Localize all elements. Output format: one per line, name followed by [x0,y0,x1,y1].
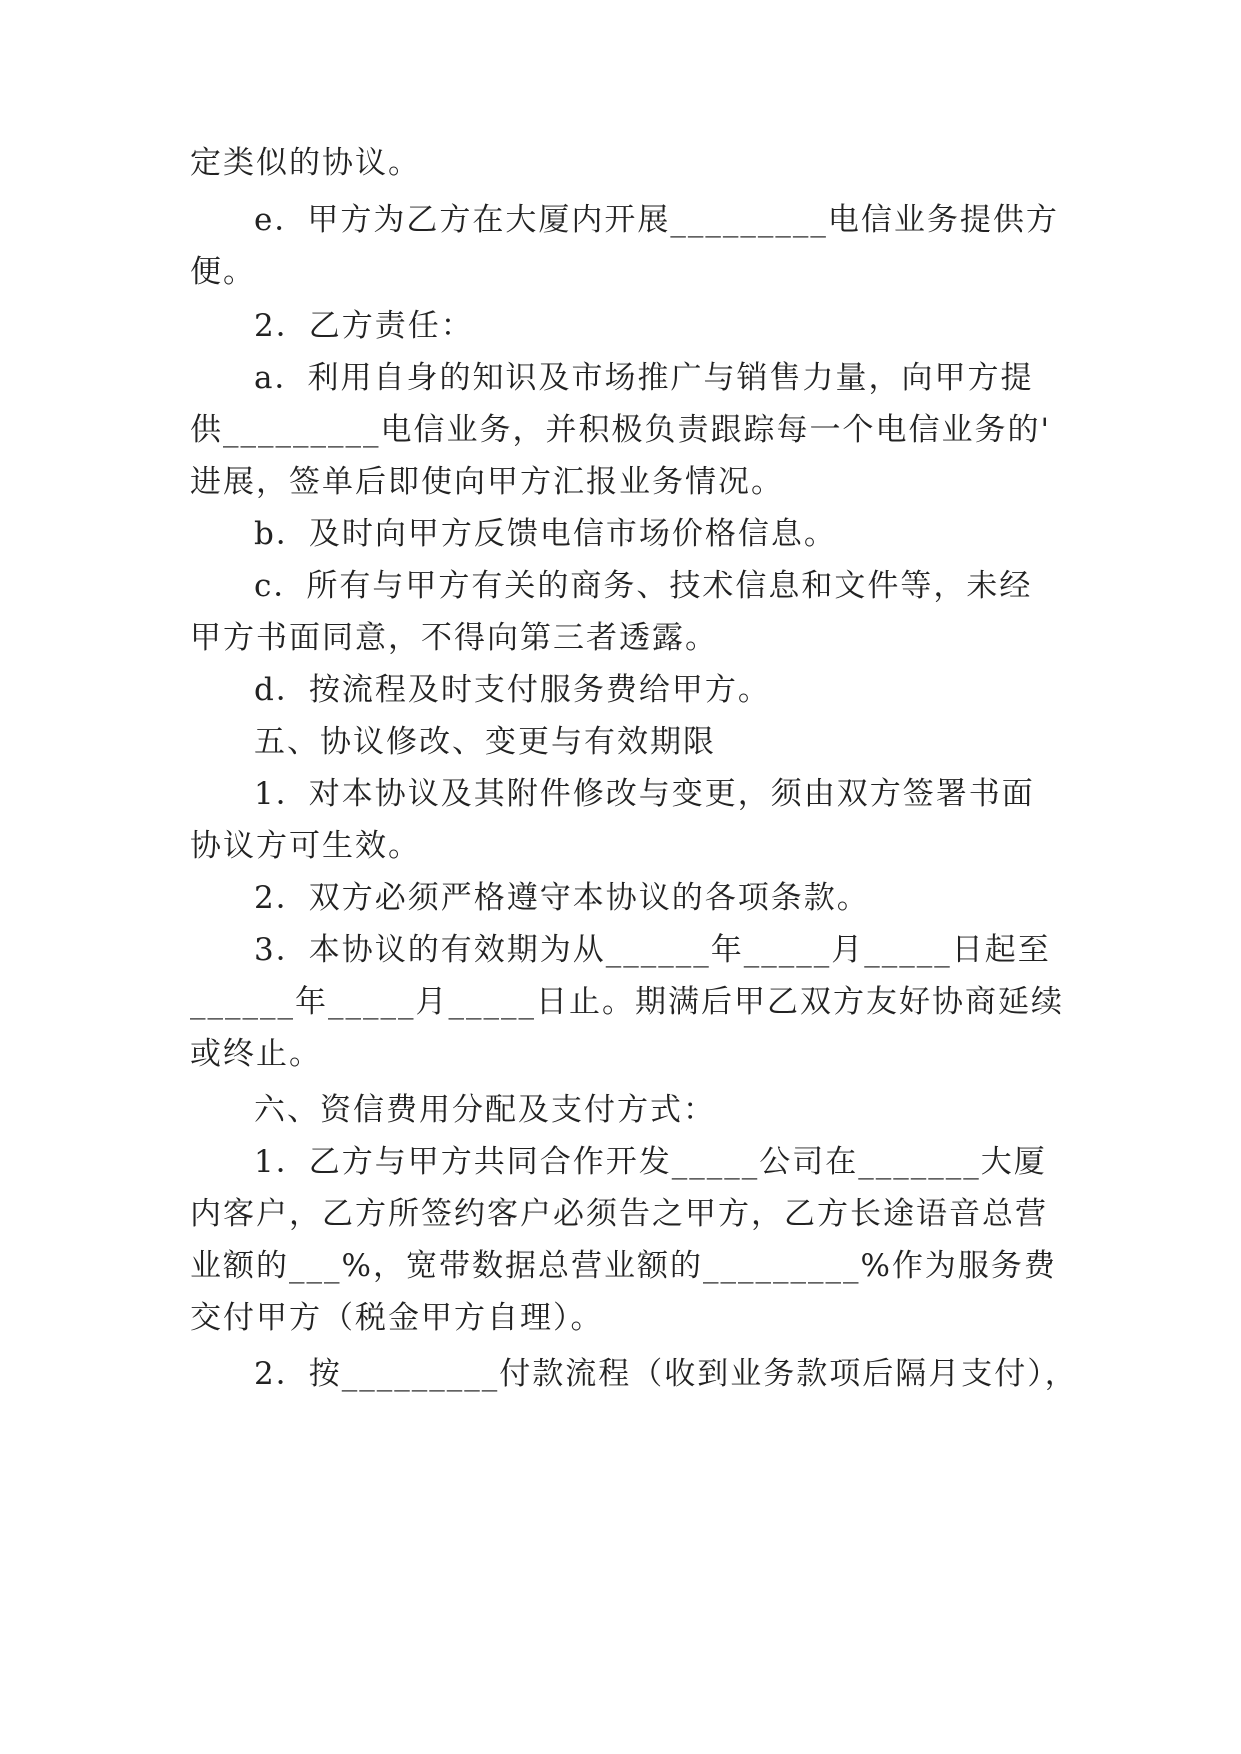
text-line: e．甲方为乙方在大厦内开展_________电信业务提供方 [254,202,1059,238]
text-line: 或终止。 [190,1036,322,1072]
text-line: c．所有与甲方有关的商务、技术信息和文件等，未经 [254,568,1033,604]
text-line: d．按流程及时支付服务费给甲方。 [254,672,771,708]
section-heading: 五、协议修改、变更与有效期限 [254,724,716,760]
text-line: 内客户，乙方所签约客户必须告之甲方，乙方长途语音总营 [190,1196,1048,1232]
text-line: 协议方可生效。 [190,828,421,864]
text-line: 进展，签单后即使向甲方汇报业务情况。 [190,464,784,500]
section-heading: 六、资信费用分配及支付方式： [254,1092,716,1128]
text-line: 2．按_________付款流程（收到业务款项后隔月支付）， [254,1356,1078,1392]
text-line: 定类似的协议。 [190,145,421,181]
text-line: a．利用自身的知识及市场推广与销售力量，向甲方提 [254,360,1034,396]
text-line: 便。 [190,254,256,290]
text-line: 甲方书面同意，不得向第三者透露。 [190,620,718,656]
text-line: 交付甲方（税金甲方自理）。 [190,1300,604,1336]
text-line: b．及时向甲方反馈电信市场价格信息。 [254,516,837,552]
text-line: 3．本协议的有效期为从______年_____月_____日起至 [254,932,1051,968]
text-line: 1．乙方与甲方共同合作开发_____公司在_______大厦 [254,1144,1047,1180]
text-line: 供_________电信业务，并积极负责跟踪每一个电信业务的' [190,412,1052,448]
text-line: ______年_____月_____日止。期满后甲乙双方友好协商延续 [190,984,1064,1020]
text-line: 业额的___%，宽带数据总营业额的_________%作为服务费 [190,1248,1057,1284]
text-line: 2．乙方责任： [254,308,474,344]
text-line: 2．双方必须严格遵守本协议的各项条款。 [254,880,870,916]
text-line: 1．对本协议及其附件修改与变更，须由双方签署书面 [254,776,1035,812]
